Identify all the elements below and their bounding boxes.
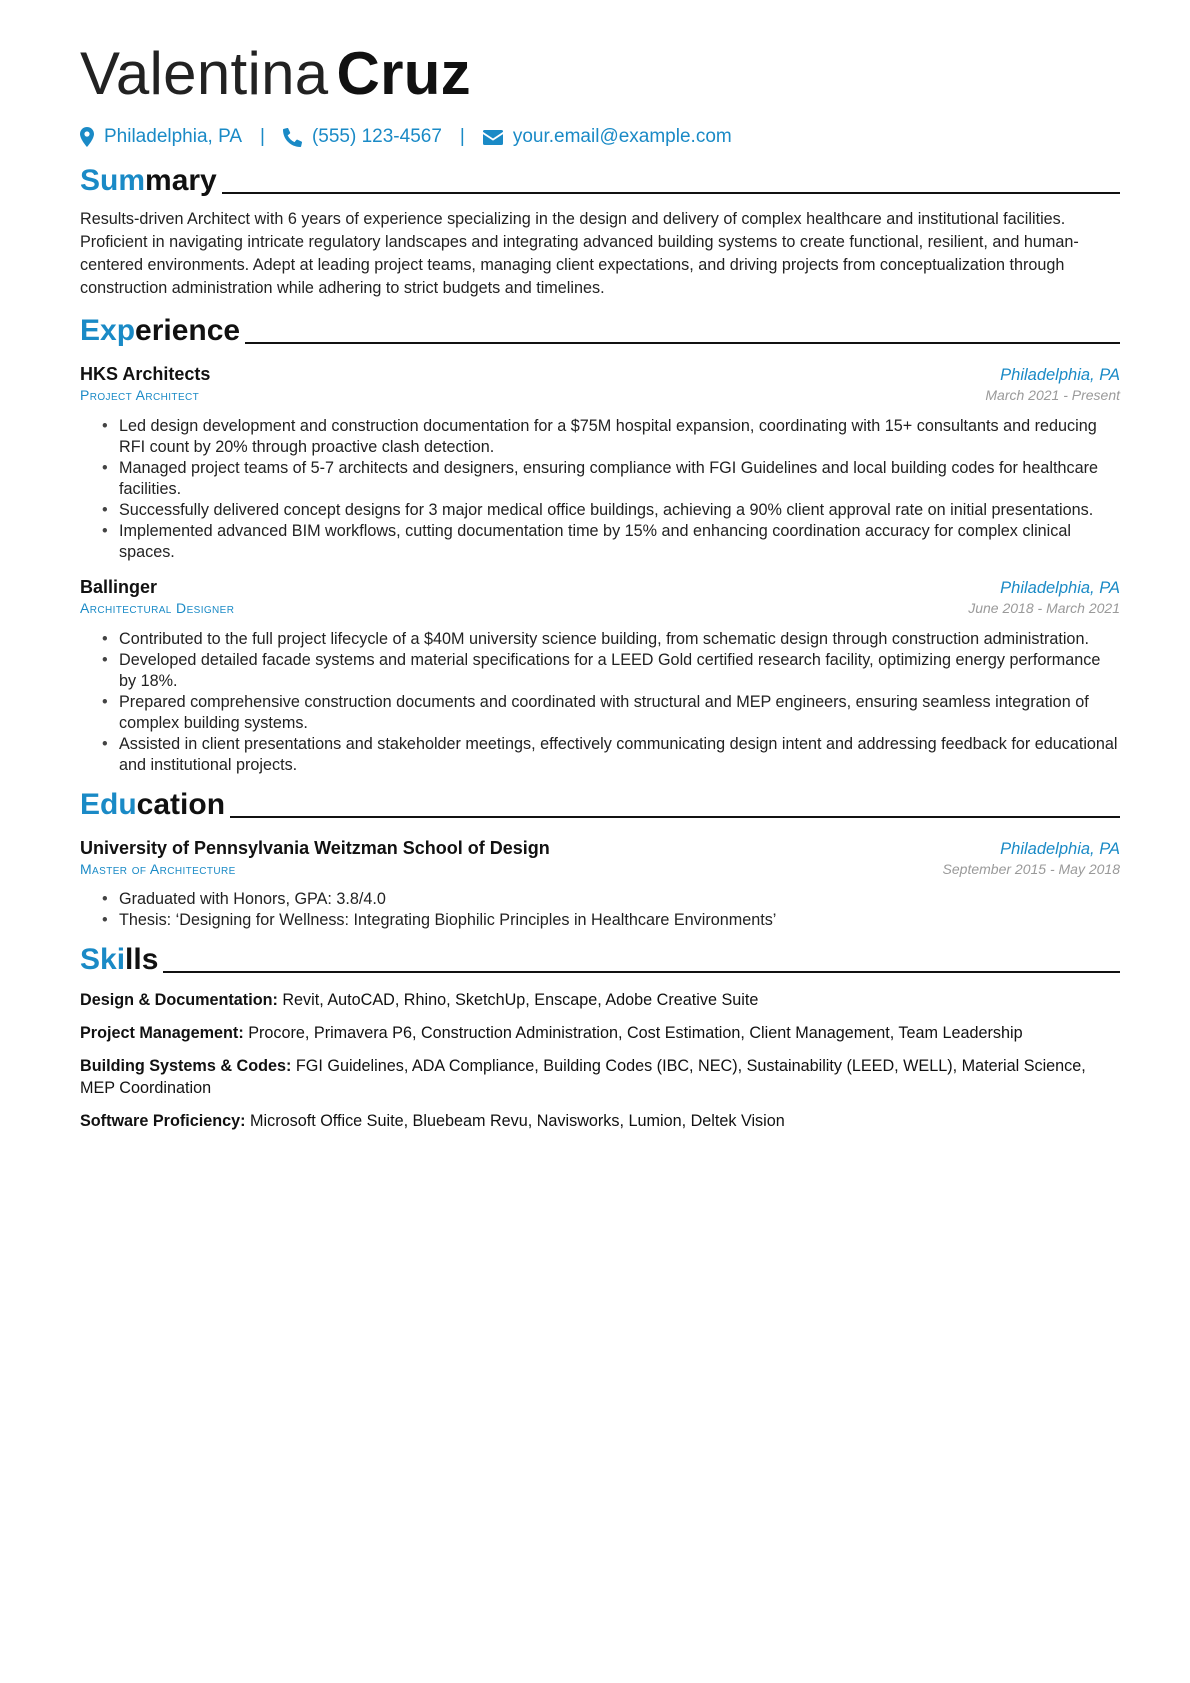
entry-subheader — [80, 598, 1120, 616]
bullet-list — [80, 889, 1120, 931]
contact-location — [80, 126, 242, 148]
skill-label: Project Management: — [80, 1024, 244, 1042]
bullet-list — [80, 416, 1120, 563]
entry-dates: September 2015 - May 2018 — [942, 861, 1120, 877]
section-title-rest: lls — [125, 943, 159, 976]
email-link: your.email@example.com — [512, 126, 732, 147]
section-divider — [230, 816, 1120, 818]
section-title-accent: Exp — [80, 314, 136, 347]
contact-separator: | — [459, 126, 465, 147]
job-title: Project Architect — [80, 387, 200, 403]
bullet-list — [80, 629, 1120, 776]
contact-separator: | — [260, 126, 265, 147]
summary-heading — [80, 162, 1120, 200]
education-entry — [80, 838, 1120, 931]
bullet-item: • Implemented advanced BIM workflows, cutting documentation time by 15% and enhancing coordination accuracy for complex clinical spaces. — [102, 521, 1120, 563]
contact-phone[interactable] — [283, 126, 442, 148]
location-text: Philadelphia, PA — [104, 126, 243, 147]
last-name: Cruz — [336, 40, 471, 107]
job-title: Architectural Designer — [80, 600, 235, 616]
bullet-item: • Assisted in client presentations and stakeholder meetings, effectively communicating design intent and addressing feedback for educational and institutional projects. — [102, 734, 1120, 776]
employer-name: HKS Architects — [80, 364, 211, 384]
skill-row — [80, 989, 1120, 1011]
entry-location: Philadelphia, PA — [1000, 366, 1120, 384]
school-name: University of Pennsylvania Weitzman School of Design — [80, 838, 550, 858]
skill-row — [80, 1055, 1120, 1099]
phone-icon — [283, 128, 302, 147]
section-title — [80, 786, 225, 824]
entry-dates: June 2018 - March 2021 — [968, 600, 1120, 616]
section-title-rest: erience — [135, 314, 241, 347]
section-title — [80, 941, 158, 979]
entry-header — [80, 364, 1120, 385]
experience-heading — [80, 312, 1120, 350]
contact-bar — [80, 126, 1120, 148]
degree-title: Master of Architecture — [80, 861, 236, 877]
skill-value: FGI Guidelines, ADA Compliance, Building Codes (IBC, NEC), Sustainability (LEED, WELL), Material Science, MEP Coordination — [80, 1057, 1086, 1097]
skill-row — [80, 1110, 1120, 1132]
skill-value: Procore, Primavera P6, Construction Administration, Cost Estimation, Client Management, Team Leadership — [248, 1024, 1023, 1042]
section-title-rest: mary — [145, 164, 217, 197]
section-title — [80, 312, 240, 350]
bullet-item: • Managed project teams of 5-7 architects and designers, ensuring compliance with FGI Guidelines and local building codes for healthcare facilities. — [102, 458, 1120, 500]
bullet-item: • Graduated with Honors, GPA: 3.8/4.0 — [102, 889, 1120, 910]
bullet-item: • Thesis: ‘Designing for Wellness: Integrating Biophilic Principles in Healthcare Environments’ — [102, 910, 1120, 931]
phone-text: (555) 123-4567 — [311, 126, 442, 147]
section-title-accent: Edu — [80, 788, 137, 821]
skill-label: Software Proficiency: — [80, 1112, 246, 1130]
section-title-rest: cation — [136, 788, 226, 821]
entry-subheader — [80, 859, 1120, 877]
section-title-accent: Ski — [80, 943, 126, 976]
contact-email[interactable] — [483, 126, 732, 148]
section-divider — [222, 192, 1120, 194]
first-name: Valentina — [80, 40, 329, 107]
skill-value: Microsoft Office Suite, Bluebeam Revu, Navisworks, Lumion, Deltek Vision — [250, 1112, 785, 1130]
summary-text: Results-driven Architect with 6 years of experience specializing in the design and delivery of complex healthcare and institutional facilities. Proficient in navigating intricate regulatory landscapes and integrating advanced building systems to create functional, resilient, and human-centered environments. Adept at leading project teams, managing client expectations, and driving projects from conceptualization through construction administration while adhering to strict budgets and timelines. — [80, 210, 1079, 297]
entry-location: Philadelphia, PA — [1000, 579, 1120, 597]
bullet-item: • Contributed to the full project lifecycle of a $40M university science building, from schematic design through construction administration. — [102, 629, 1120, 650]
bullet-item: • Successfully delivered concept designs for 3 major medical office buildings, achieving a 90% client approval rate on initial presentations. — [102, 500, 1120, 521]
section-title — [80, 162, 217, 200]
map-marker-icon — [80, 127, 94, 147]
entry-header — [80, 577, 1120, 598]
bullet-item: • Developed detailed facade systems and material specifications for a LEED Gold certified research facility, optimizing energy performance by 18%. — [102, 650, 1120, 692]
skill-label: Design & Documentation: — [80, 991, 278, 1009]
section-title-accent: Sum — [80, 164, 146, 197]
candidate-name — [80, 38, 1120, 110]
experience-entry — [80, 364, 1120, 563]
section-divider — [245, 342, 1120, 344]
experience-entry — [80, 577, 1120, 776]
entry-location: Philadelphia, PA — [1000, 840, 1120, 858]
skills-heading — [80, 941, 1120, 979]
employer-name: Ballinger — [80, 577, 158, 597]
bullet-item: • Prepared comprehensive construction documents and coordinated with structural and MEP engineers, ensuring seamless integration of complex building systems. — [102, 692, 1120, 734]
entry-dates: March 2021 - Present — [985, 387, 1120, 403]
skill-row — [80, 1022, 1120, 1044]
skill-label: Building Systems & Codes: — [80, 1057, 292, 1075]
education-heading — [80, 786, 1120, 824]
section-divider — [163, 971, 1120, 973]
skill-value: Revit, AutoCAD, Rhino, SketchUp, Enscape, Adobe Creative Suite — [282, 991, 759, 1009]
envelope-icon — [483, 130, 503, 145]
entry-subheader — [80, 385, 1120, 403]
bullet-item: • Led design development and construction documentation for a $75M hospital expansion, coordinating with 15+ consultants and reducing RFI count by 20% through proactive clash detection. — [102, 416, 1120, 458]
entry-header — [80, 838, 1120, 859]
